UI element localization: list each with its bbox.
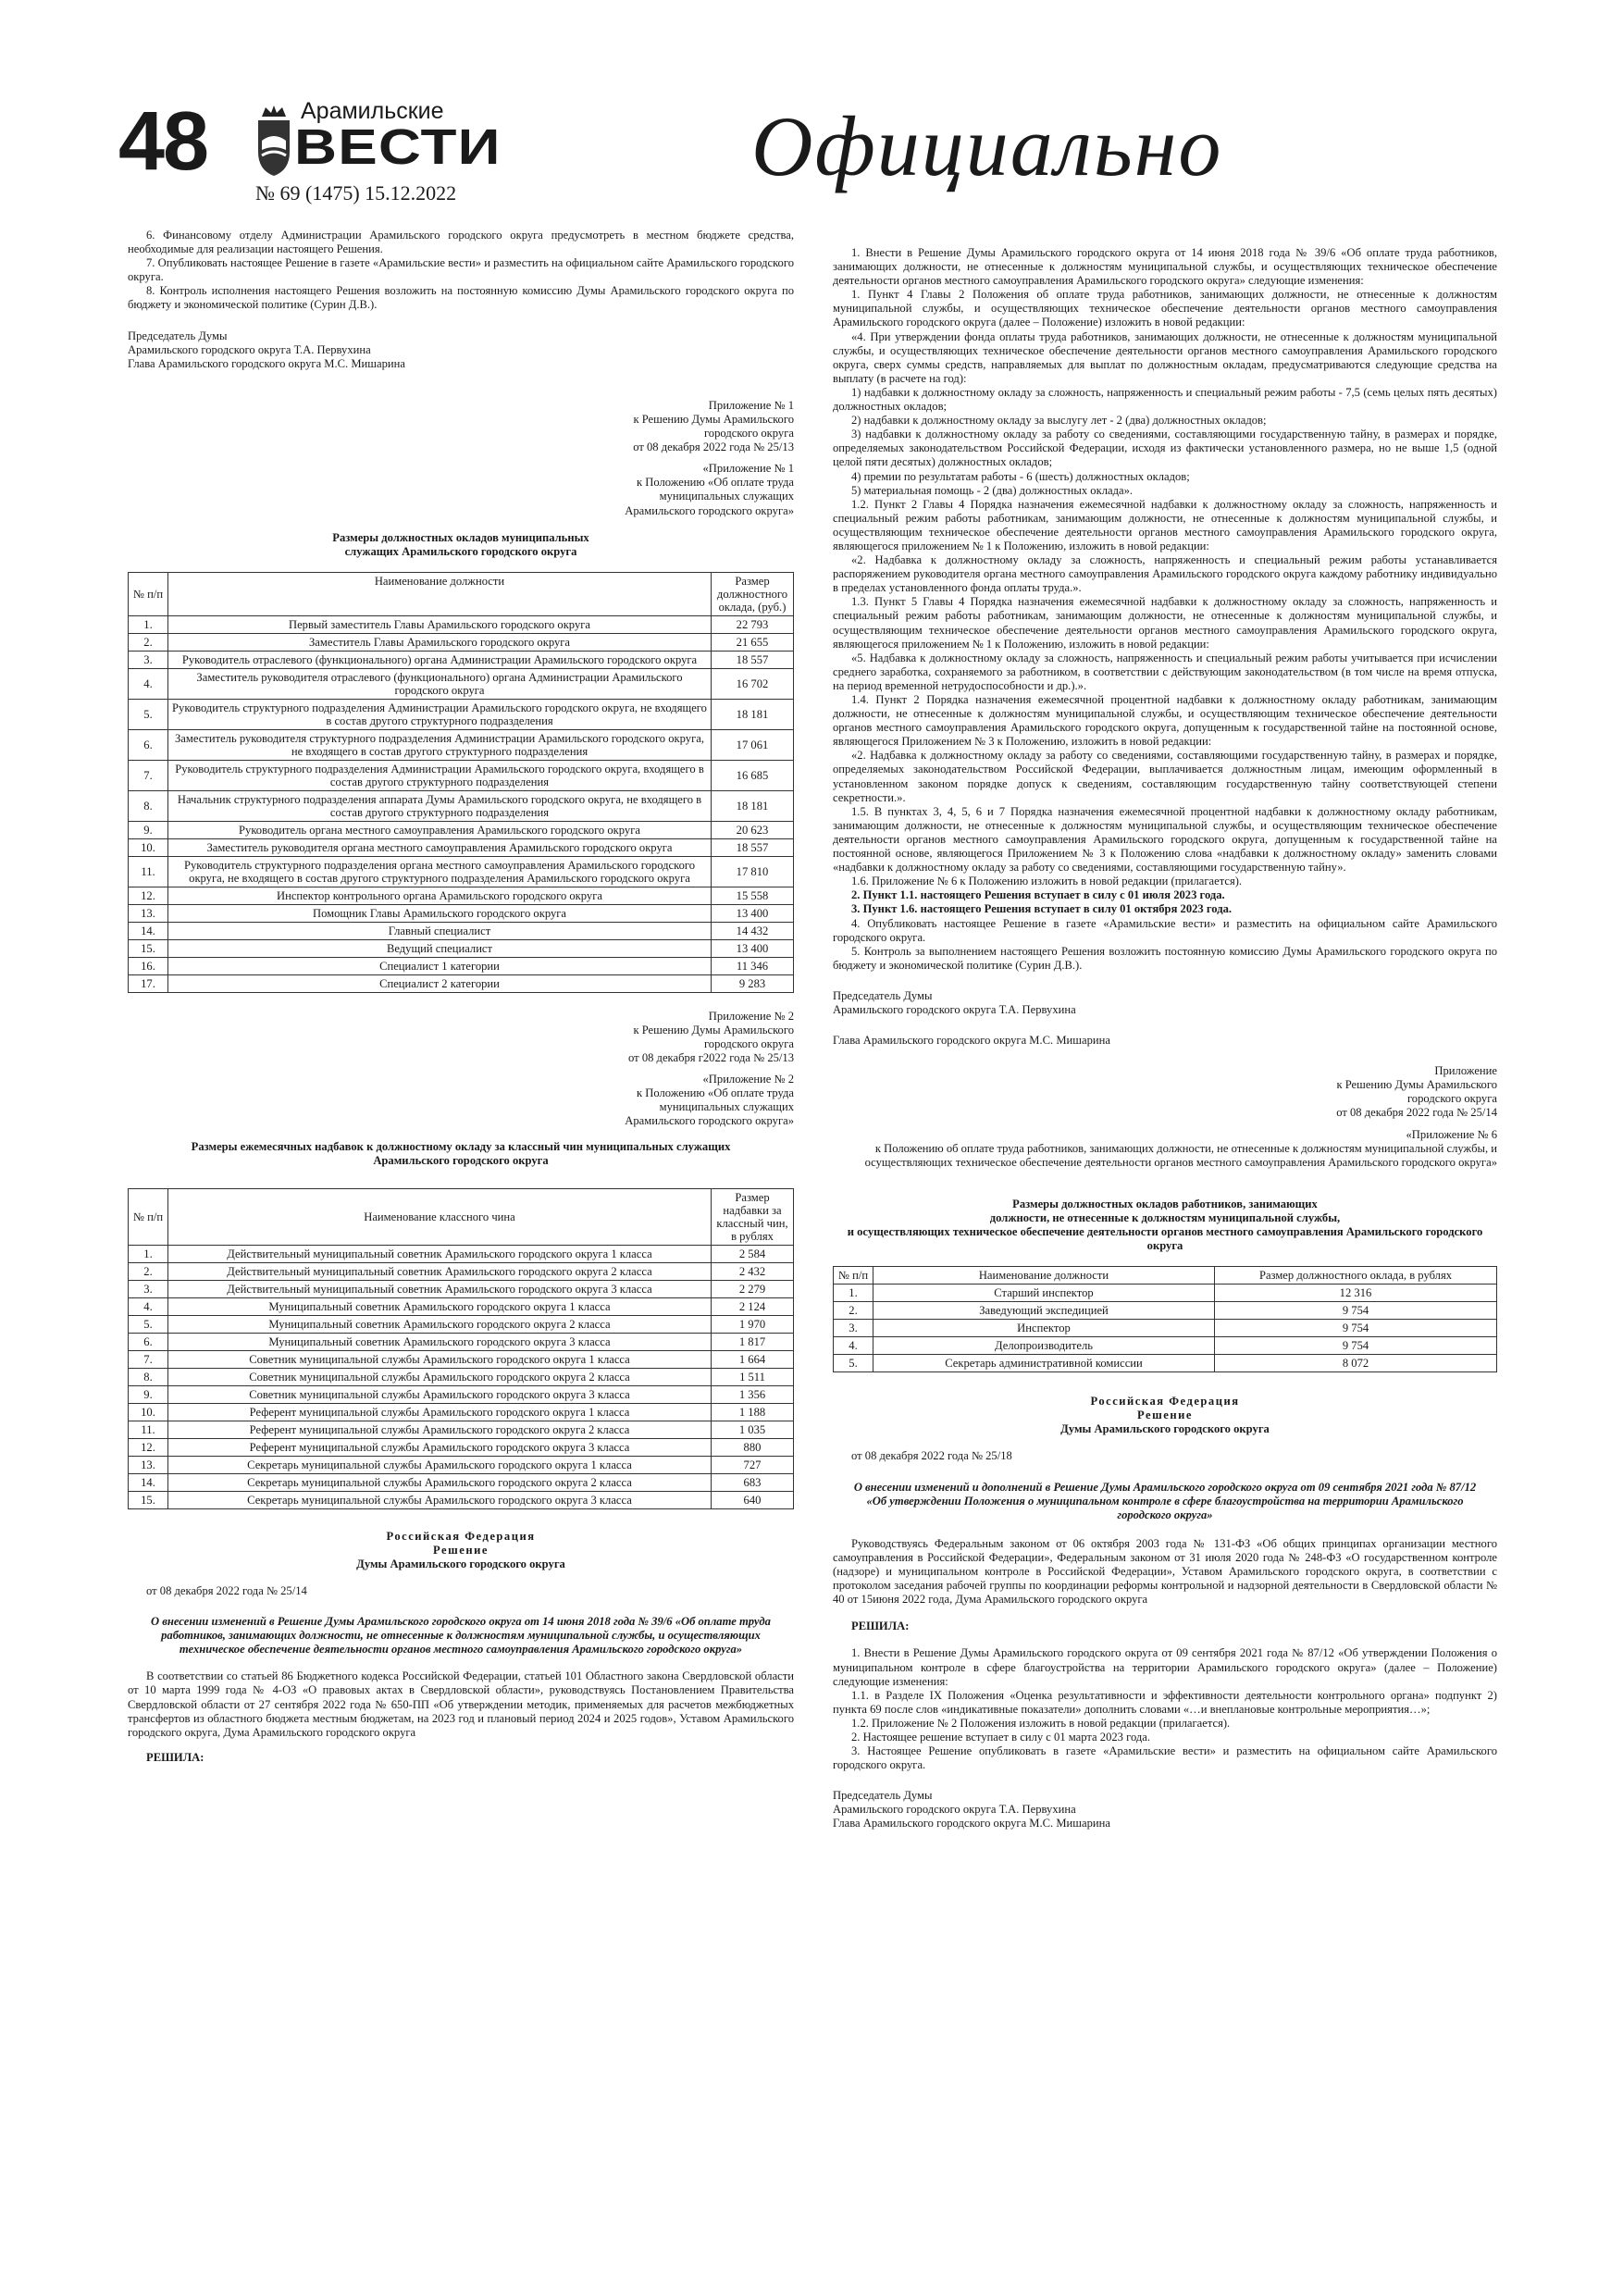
row-name: Инспектор контрольного органа Арамильского городского округа <box>168 887 712 904</box>
row-name: Инспектор <box>873 1320 1215 1337</box>
ref-line: Приложение <box>1434 1064 1497 1078</box>
row-name: Советник муниципальной службы Арамильского городского округа 2 класса <box>168 1368 712 1385</box>
row-number: 2. <box>129 633 168 651</box>
row-value: 13 400 <box>712 904 794 922</box>
coat-of-arms-icon <box>254 104 293 178</box>
signature-line: Арамильского городского округа Т.А. Первухина <box>833 1002 1076 1016</box>
ref-line: Приложение № 2 <box>708 1009 794 1023</box>
row-name: Делопроизводитель <box>873 1337 1215 1355</box>
table-row <box>834 1285 1497 1302</box>
table-row <box>129 1473 794 1491</box>
logo-subtitle: Арамильские <box>301 98 444 124</box>
paragraph: 1.2. Пункт 2 Главы 4 Порядка назначения ежемесячной надбавки к должностному окладу за сложность, напряженность и специальный режим работы работникам, занимающим должности, не отнесенные к должностям муниципальной службы, и осуществляющим техническое обеспечение деятельности органов местного самоуправления Арамильского городского округа, являющегося приложением № 1 к Положению, изложить в новой редакции: <box>833 497 1497 552</box>
table-row <box>129 838 794 856</box>
table-row <box>129 1421 794 1438</box>
table-row <box>129 1456 794 1473</box>
appendix-reference <box>128 1010 794 1129</box>
row-number: 9. <box>129 821 168 838</box>
row-name: Заместитель руководителя органа местного самоуправления Арамильского городского округа <box>168 838 712 856</box>
row-number: 5. <box>129 699 168 729</box>
header-cell: Размер должностного оклада, в рублях <box>1215 1267 1497 1285</box>
ref-line: к Положению «Об оплате труда <box>637 1086 794 1100</box>
row-number: 7. <box>129 760 168 790</box>
row-value: 22 793 <box>712 615 794 633</box>
row-name: Советник муниципальной службы Арамильского городского округа 3 класса <box>168 1385 712 1403</box>
table-row <box>129 821 794 838</box>
row-name: Муниципальный советник Арамильского городского округа 1 класса <box>168 1297 712 1315</box>
table-row <box>129 1491 794 1508</box>
paragraph: 6. Финансовому отделу Администрации Арамильского городского округа предусмотреть в местном бюджете средства, необходимые для реализации настоящего Решения. <box>128 229 794 256</box>
row-number: 13. <box>129 904 168 922</box>
row-value: 18 557 <box>712 838 794 856</box>
table-row <box>129 957 794 974</box>
decision-heading: Думы Арамильского городского округа <box>1060 1422 1270 1436</box>
issue-info: № 69 (1475) 15.12.2022 <box>255 181 457 205</box>
paragraph: 3. Пункт 1.6. настоящего Решения вступает в силу 01 октября 2023 года. <box>851 902 1233 916</box>
table-row <box>129 887 794 904</box>
row-number: 8. <box>129 1368 168 1385</box>
ref-line: Приложение № 1 <box>708 398 794 412</box>
row-name: Специалист 2 категории <box>168 974 712 992</box>
row-value: 18 181 <box>712 699 794 729</box>
row-name: Руководитель структурного подразделения органа местного самоуправления Арамильского городского округа, не входящего в состав другого структурного подразделения Арамильского городского округа <box>168 856 712 887</box>
paragraph: 1) надбавки к должностному окладу за сложность, напряженность и специальный режим работы - 7,5 (семь целых пять десятых) должностных окладов; <box>833 385 1497 414</box>
row-name: Помощник Главы Арамильского городского округа <box>168 904 712 922</box>
decision-date: от 08 декабря 2022 года № 25/14 <box>146 1584 307 1597</box>
row-value: 1 817 <box>712 1333 794 1350</box>
header-cell: № п/п <box>129 572 168 615</box>
row-number: 2. <box>834 1302 873 1320</box>
signature-line: Арамильского городского округа Т.А. Первухина <box>833 1803 1076 1817</box>
paragraph: 1.4. Пункт 2 Порядка назначения ежемесячной процентной надбавки к должностному окладу работникам, занимающим должности, не отнесенные к должностям муниципальной службы, и осуществляющим техническое обеспечение деятельности органов местного самоуправления Арамильского городского округа, допущенным к государственной тайне на постоянной основе, являющегося Приложением № 3 к Положению, изложить в новой редакции: <box>833 693 1497 749</box>
paragraph: 5) материальная помощь - 2 (два) должностных оклада». <box>851 483 1134 497</box>
table-header <box>834 1267 1497 1285</box>
ref-line: Арамильского городского округа» <box>625 1114 794 1128</box>
row-value: 2 432 <box>712 1262 794 1280</box>
section-title: Официально <box>751 99 1223 193</box>
row-name: Ведущий специалист <box>168 939 712 957</box>
paragraph: 1.1. в Разделе IX Положения «Оценка результативности и эффективности деятельности контрольного органа» подпункт 2) пункта 69 после слов «индикативные показатели» дополнить словами «…и внеплановые контрольные мероприятия…»; <box>833 1688 1497 1716</box>
table-row <box>129 1262 794 1280</box>
table-row <box>129 790 794 821</box>
signature-line: Председатель Думы <box>833 1789 933 1803</box>
decision-title: О внесении изменений и дополнений в Решение Думы Арамильского городского округа от 09 сентября 2021 года № 87/12 «Об утверждении Положения о муниципальном контроле в сфере благоустройства на территории Арамильского городского округа» <box>853 1480 1477 1521</box>
title-line: Размеры должностных окладов муниципальных <box>332 530 589 544</box>
ref-line: к Решению Думы Арамильского <box>1336 1078 1497 1092</box>
row-value: 1 664 <box>712 1350 794 1368</box>
paragraph: 1. Пункт 4 Главы 2 Положения об оплате труда работников, занимающих должности, не отнесенные к должностям муниципальной службы, и осуществляющих техническое обеспечение деятельности органов местного самоуправления Арамильского городского округа (далее – Положение) изложить в новой редакции: <box>833 288 1497 329</box>
paragraph: 8. Контроль исполнения настоящего Решения возложить на постоянную комиссию Думы Арамильского городского округа по бюджету и экономической политике (Сурин Д.В.). <box>128 284 794 312</box>
row-name: Руководитель отраслевого (функционального) органа Администрации Арамильского городского округа <box>168 651 712 668</box>
table-row <box>129 1315 794 1333</box>
row-name: Секретарь муниципальной службы Арамильского городского округа 2 класса <box>168 1473 712 1491</box>
row-value: 14 432 <box>712 922 794 939</box>
decision-heading: Российская Федерация <box>1090 1395 1240 1409</box>
table-row <box>129 1350 794 1368</box>
table-row <box>129 1280 794 1297</box>
row-name: Секретарь административной комиссии <box>873 1355 1215 1372</box>
ref-line: к Решению Думы Арамильского <box>633 412 794 426</box>
row-value: 1 511 <box>712 1368 794 1385</box>
row-number: 13. <box>129 1456 168 1473</box>
row-number: 16. <box>129 957 168 974</box>
ref-line: муниципальных служащих <box>659 1100 794 1114</box>
row-name: Секретарь муниципальной службы Арамильского городского округа 3 класса <box>168 1491 712 1508</box>
decision-items <box>833 1646 1497 1772</box>
header-cell: Наименование классного чина <box>168 1188 712 1245</box>
title-line: и осуществляющих техническое обеспечение деятельности органов местного самоуправления Арамильского городского округа <box>847 1225 1483 1253</box>
row-name: Секретарь муниципальной службы Арамильского городского округа 1 класса <box>168 1456 712 1473</box>
table-row <box>129 904 794 922</box>
table-row <box>129 856 794 887</box>
resolved-label: РЕШИЛА: <box>146 1750 204 1764</box>
salary-table-municipal <box>128 572 794 993</box>
row-value: 880 <box>712 1438 794 1456</box>
ref-line: к Решению Думы Арамильского <box>633 1023 794 1036</box>
table-row <box>129 922 794 939</box>
table-row <box>834 1320 1497 1337</box>
signature-line: Глава Арамильского городского округа М.С. Мишарина <box>833 1817 1110 1831</box>
row-number: 2. <box>129 1262 168 1280</box>
signature-line: Глава Арамильского городского округа М.С. Мишарина <box>128 356 405 370</box>
signature-block <box>833 1789 1497 1831</box>
ref-line: от 08 декабря 2022 года № 25/14 <box>1336 1106 1497 1120</box>
row-value: 13 400 <box>712 939 794 957</box>
row-number: 14. <box>129 1473 168 1491</box>
row-name: Заведующий экспедицией <box>873 1302 1215 1320</box>
ref-line: «Приложение № 2 <box>702 1073 794 1086</box>
row-name: Заместитель Главы Арамильского городского округа <box>168 633 712 651</box>
row-name: Начальник структурного подразделения аппарата Думы Арамильского городского округа, не входящего в состав другого структурного подразделения <box>168 790 712 821</box>
header-cell: Размер должностного оклада, (руб.) <box>712 572 794 615</box>
row-number: 3. <box>834 1320 873 1337</box>
row-name: Руководитель структурного подразделения Администрации Арамильского городского округа, не входящего в состав другого структурного подразделения <box>168 699 712 729</box>
ref-line: Арамильского городского округа» <box>625 503 794 517</box>
decision-header <box>833 1395 1497 1436</box>
signature-line: Председатель Думы <box>833 988 933 1002</box>
row-number: 3. <box>129 1280 168 1297</box>
signature-line: Арамильского городского округа Т.А. Первухина <box>128 342 371 356</box>
paragraph: 3) надбавки к должностному окладу за работу со сведениями, составляющими государственную тайну, в размерах и порядке, определяемых законодательством Российской Федерации, исходя из фактически установленного размера, но не выше 1,5 (одной целой пяти десятых) должностных окладов; <box>833 428 1497 469</box>
resolved-label: РЕШИЛА: <box>851 1620 910 1633</box>
row-name: Заместитель руководителя отраслевого (функционального) органа Администрации Арамильского городского округа <box>168 668 712 699</box>
paragraph: 2. Настоящее решение вступает в силу с 01 марта 2023 года. <box>851 1730 1151 1744</box>
paragraph: 1.2. Приложение № 2 Положения изложить в новой редакции (прилагается). <box>851 1716 1231 1730</box>
table-body <box>834 1285 1497 1372</box>
row-value: 11 346 <box>712 957 794 974</box>
table-row <box>129 1403 794 1421</box>
signature-block <box>833 989 1497 1048</box>
row-number: 7. <box>129 1350 168 1368</box>
header-cell: № п/п <box>129 1188 168 1245</box>
page-number: 48 <box>118 95 208 188</box>
logo-title: ВЕСТИ <box>294 119 502 175</box>
row-value: 1 970 <box>712 1315 794 1333</box>
paragraph: «5. Надбавка к должностному окладу за сложность, напряженность и специальный режим работы учитывается при исчислении среднего заработка, сохраняемого за работником, в соответствии с действующим законодательством (в том числе на время отпуска, на период временной нетрудоспособности и др.).». <box>833 651 1497 692</box>
row-value: 727 <box>712 1456 794 1473</box>
ref-line: городского округа <box>703 427 794 441</box>
row-value: 17 810 <box>712 856 794 887</box>
table-header <box>129 572 794 615</box>
paragraph: 7. Опубликовать настоящее Решение в газете «Арамильские вести» и разместить на официальном сайте Арамильского городского округа. <box>128 256 794 284</box>
row-name: Специалист 1 категории <box>168 957 712 974</box>
table-row <box>129 651 794 668</box>
paragraph: 1.3. Пункт 5 Главы 4 Порядка назначения ежемесячной надбавки к должностному окладу за сложность, напряженность и специальный режим работы работникам, занимающим должности, не отнесенные к должностям муниципальной службы, и осуществляющим техническое обеспечение деятельности органов местного самоуправления Арамильского городского округа, являющегося приложением № 1 к Положению, изложить в новой редакции: <box>833 595 1497 651</box>
row-value: 12 316 <box>1215 1285 1497 1302</box>
row-value: 683 <box>712 1473 794 1491</box>
row-value: 640 <box>712 1491 794 1508</box>
paragraph: «2. Надбавка к должностному окладу за сложность, напряженность и специальный режим работы устанавливается распоряжением руководителя органа местного самоуправления Арамильского городского округа каждому работнику индивидуально в пределах установленного фонда оплаты труда.». <box>833 553 1497 595</box>
table-row <box>129 699 794 729</box>
row-number: 4. <box>129 668 168 699</box>
table-row <box>129 633 794 651</box>
row-number: 11. <box>129 1421 168 1438</box>
row-name: Референт муниципальной службы Арамильского городского округа 3 класса <box>168 1438 712 1456</box>
row-name: Референт муниципальной службы Арамильского городского округа 2 класса <box>168 1421 712 1438</box>
title-line: Размеры должностных окладов работников, занимающих <box>1012 1197 1318 1210</box>
row-number: 3. <box>129 651 168 668</box>
table-row <box>129 729 794 760</box>
row-number: 6. <box>129 1333 168 1350</box>
row-name: Первый заместитель Главы Арамильского городского округа <box>168 615 712 633</box>
table-row <box>834 1337 1497 1355</box>
row-value: 15 558 <box>712 887 794 904</box>
row-number: 15. <box>129 1491 168 1508</box>
row-value: 9 283 <box>712 974 794 992</box>
row-number: 10. <box>129 838 168 856</box>
row-number: 1. <box>129 615 168 633</box>
ref-line: от 08 декабря 2022 года № 25/13 <box>633 441 794 454</box>
row-number: 11. <box>129 856 168 887</box>
row-value: 20 623 <box>712 821 794 838</box>
row-value: 21 655 <box>712 633 794 651</box>
paragraph: «4. При утверждении фонда оплаты труда работников, занимающих должности, не отнесенные к должностям муниципальной службы, и осуществляющих техническое обеспечение деятельности органов местного самоуправления Арамильского городского округа, сверх суммы средств, направляемых для выплат по должностным окладам, предусматриваются следующие средства на выплату (в расчете на год): <box>833 329 1497 385</box>
row-name: Главный специалист <box>168 922 712 939</box>
row-number: 5. <box>834 1355 873 1372</box>
row-number: 10. <box>129 1403 168 1421</box>
signature-line: Председатель Думы <box>128 329 228 342</box>
row-value: 8 072 <box>1215 1355 1497 1372</box>
row-name: Советник муниципальной службы Арамильского городского округа 1 класса <box>168 1350 712 1368</box>
row-value: 2 124 <box>712 1297 794 1315</box>
paragraph: 1. Внести в Решение Думы Арамильского городского округа от 09 сентября 2021 года № 87/12 «Об утверждении Положения о муниципальном контроле в сфере благоустройства на территории Арамильского городского округа» (далее – Положение) следующие изменения: <box>833 1646 1497 1688</box>
decision-date: от 08 декабря 2022 года № 25/18 <box>851 1449 1012 1463</box>
row-number: 6. <box>129 729 168 760</box>
ref-line: к Положению об оплате труда работников, занимающих должности, не отнесенные к должностям муниципальной службы, и осуществляющих техническое обеспечение деятельности органов местного самоуправления Арамильского городского округа» <box>864 1141 1497 1169</box>
row-name: Действительный муниципальный советник Арамильского городского округа 3 класса <box>168 1280 712 1297</box>
ref-line: от 08 декабря г2022 года № 25/13 <box>628 1051 794 1065</box>
row-number: 8. <box>129 790 168 821</box>
decision-heading: Российская Федерация <box>386 1529 536 1543</box>
row-value: 1 188 <box>712 1403 794 1421</box>
salary-table-technical <box>833 1266 1497 1372</box>
row-number: 1. <box>834 1285 873 1302</box>
table-title: Размеры ежемесячных надбавок к должностному окладу за классный чин муниципальных служащих Арамильского городского округа <box>191 1139 731 1167</box>
title-line: должности, не отнесенные к должностям муниципальной службы, <box>989 1210 1341 1224</box>
row-name: Муниципальный советник Арамильского городского округа 2 класса <box>168 1315 712 1333</box>
row-number: 4. <box>129 1297 168 1315</box>
paragraph-list <box>833 246 1497 888</box>
row-value: 2 279 <box>712 1280 794 1297</box>
row-value: 16 702 <box>712 668 794 699</box>
ref-line: городского округа <box>703 1036 794 1050</box>
decision-title: О внесении изменений в Решение Думы Арамильского городского округа от 14 июня 2018 года № 39/6 «Об оплате труда работников, занимающих должности, не отнесенные к должностям муниципальной службы, и осуществляющих техническое обеспечение деятельности органов местного самоуправления Арамильского городского округа» <box>151 1615 771 1657</box>
signature-block <box>128 329 794 371</box>
paragraph: Руководствуясь Федеральным законом от 06 октября 2003 года № 131-ФЗ «Об общих принципах организации местного самоуправления в Российской Федерации», Федеральным законом от 31 июля 2020 года № 248-ФЗ «О государственном контроле (надзоре) и муниципальном контроле в Российской Федерации», Уставом Арамильского городского округа, в соответствии с протоколом заседания рабочей группы по координации реформы контрольной и надзорной деятельности в Свердловской области № 40 от 15июня 2022 года, Дума Арамильского городского округа <box>833 1536 1497 1607</box>
row-name: Референт муниципальной службы Арамильского городского округа 1 класса <box>168 1403 712 1421</box>
paragraph: 2. Пункт 1.1. настоящего Решения вступает в силу с 01 июля 2023 года. <box>851 888 1225 902</box>
title-line: служащих Арамильского городского округа <box>344 544 577 558</box>
table-row <box>129 1385 794 1403</box>
paragraph: «2. Надбавка к должностному окладу за работу со сведениями, составляющими государственную тайну, в размерах и порядке, определяемых законодательством Российской Федерации, выплачивается должностным лицам, имеющим оформленный в установленном законом порядке допуск к сведениям, составляющим государственную тайну соответствующей степени секретности.». <box>833 749 1497 804</box>
table-row <box>129 1333 794 1350</box>
row-name: Действительный муниципальный советник Арамильского городского округа 1 класса <box>168 1245 712 1262</box>
row-name: Муниципальный советник Арамильского городского округа 3 класса <box>168 1333 712 1350</box>
decision-heading: Думы Арамильского городского округа <box>356 1557 565 1570</box>
table-body <box>129 615 794 992</box>
paragraph: В соответствии со статьей 86 Бюджетного кодекса Российской Федерации, статьей 101 Областного закона Свердловской области от 10 марта 1999 года № 4-ОЗ «О правовых актах в Свердловской области», руководствуясь Постановлением Правительства Свердловской области от 27 сентября 2022 года № 650-ПП «Об утверждении методик, применяемых для расчетов межбюджетных трансфертов из областного бюджета местным бюджетам, на 2023 год и плановый период 2024 и 2025 годов», Уставом Арамильского городского округа, Дума Арамильского городского округа <box>128 1669 794 1739</box>
row-number: 12. <box>129 1438 168 1456</box>
header-cell: Наименование должности <box>873 1267 1215 1285</box>
paragraph: 5. Контроль за выполнением настоящего Решения возложить постоянную комиссию Думы Арамильского городского округа по бюджету и экономической политике (Сурин Д.В.). <box>833 944 1497 972</box>
table-row <box>129 668 794 699</box>
row-value: 18 557 <box>712 651 794 668</box>
paragraph: 1.6. Приложение № 6 к Положению изложить в новой редакции (прилагается). <box>851 875 1243 888</box>
header-cell: Размер надбавки за классный чин, в рублях <box>712 1188 794 1245</box>
appendix-reference <box>128 399 794 518</box>
paragraph: 2) надбавки к должностному окладу за выслугу лет - 2 (два) должностных окладов; <box>851 414 1267 428</box>
row-number: 5. <box>129 1315 168 1333</box>
ref-line: «Приложение № 1 <box>702 462 794 476</box>
table-title <box>128 531 794 559</box>
row-name: Руководитель структурного подразделения Администрации Арамильского городского округа, входящего в состав другого структурного подразделения <box>168 760 712 790</box>
row-number: 1. <box>129 1245 168 1262</box>
table-row <box>129 1245 794 1262</box>
header-cell: № п/п <box>834 1267 873 1285</box>
paragraph: 1.5. В пунктах 3, 4, 5, 6 и 7 Порядка назначения ежемесячной процентной надбавки к должностному окладу работникам, занимающим должности, не отнесенные к должностям муниципальной службы, и осуществляющим техническое обеспечение деятельности органов местного самоуправления Арамильского городского округа, допущенным к государственной тайне на постоянной основе, являющегося Приложением № 3 к Положению слова «надбавки к должностному окладу» заменить словами «надбавки к должностному окладу за работу со сведениями, составляющими государственную тайну». <box>833 804 1497 875</box>
ref-line: городского округа <box>1406 1092 1497 1106</box>
row-value: 2 584 <box>712 1245 794 1262</box>
ref-line: муниципальных служащих <box>659 490 794 503</box>
left-column <box>128 229 794 1765</box>
table-body <box>129 1245 794 1508</box>
table-row <box>129 1438 794 1456</box>
row-number: 15. <box>129 939 168 957</box>
table-row <box>834 1302 1497 1320</box>
row-name: Старший инспектор <box>873 1285 1215 1302</box>
table-row <box>129 939 794 957</box>
table-row <box>129 1368 794 1385</box>
paragraph: 4) премии по результатам работы - 6 (шесть) должностных окладов; <box>851 469 1190 483</box>
row-value: 18 181 <box>712 790 794 821</box>
right-column <box>833 246 1497 1831</box>
row-value: 9 754 <box>1215 1320 1497 1337</box>
ref-line: к Положению «Об оплате труда <box>637 476 794 490</box>
table-row <box>129 1297 794 1315</box>
paragraph: 4. Опубликовать настоящее Решение в газете «Арамильские вести» и разместить на официальном сайте Арамильского городского округа. <box>833 916 1497 944</box>
row-number: 12. <box>129 887 168 904</box>
decision-header <box>128 1530 794 1571</box>
table-title <box>833 1198 1497 1253</box>
table-row <box>129 615 794 633</box>
row-value: 9 754 <box>1215 1337 1497 1355</box>
row-number: 9. <box>129 1385 168 1403</box>
row-value: 16 685 <box>712 760 794 790</box>
class-rank-table <box>128 1188 794 1509</box>
row-number: 4. <box>834 1337 873 1355</box>
signature-line: Глава Арамильского городского округа М.С. Мишарина <box>833 1034 1110 1048</box>
decision-heading: Решение <box>1137 1409 1193 1422</box>
paragraph: 1. Внести в Решение Думы Арамильского городского округа от 14 июня 2018 года № 39/6 «Об оплате труда работников, занимающих должности, не отнесенные к должностям муниципальной службы, и осуществляющих техническое обеспечение деятельности органов местного самоуправления Арамильского городского округа» следующие изменения: <box>833 246 1497 288</box>
table-header <box>129 1188 794 1245</box>
decision-heading: Решение <box>433 1543 489 1557</box>
row-value: 9 754 <box>1215 1302 1497 1320</box>
row-name: Заместитель руководителя структурного подразделения Администрации Арамильского городского округа, не входящего в состав другого структурного подразделения <box>168 729 712 760</box>
table-row <box>834 1355 1497 1372</box>
table-row <box>129 760 794 790</box>
row-name: Действительный муниципальный советник Арамильского городского округа 2 класса <box>168 1262 712 1280</box>
header-cell: Наименование должности <box>168 572 712 615</box>
row-value: 17 061 <box>712 729 794 760</box>
row-value: 1 356 <box>712 1385 794 1403</box>
ref-line: «Приложение № 6 <box>1406 1127 1497 1141</box>
appendix-reference <box>833 1064 1497 1170</box>
row-name: Руководитель органа местного самоуправления Арамильского городского округа <box>168 821 712 838</box>
paragraph: 3. Настоящее Решение опубликовать в газете «Арамильские вести» и разместить на официальном сайте Арамильского городского округа. <box>833 1744 1497 1772</box>
row-number: 17. <box>129 974 168 992</box>
row-number: 14. <box>129 922 168 939</box>
table-row <box>129 974 794 992</box>
row-value: 1 035 <box>712 1421 794 1438</box>
